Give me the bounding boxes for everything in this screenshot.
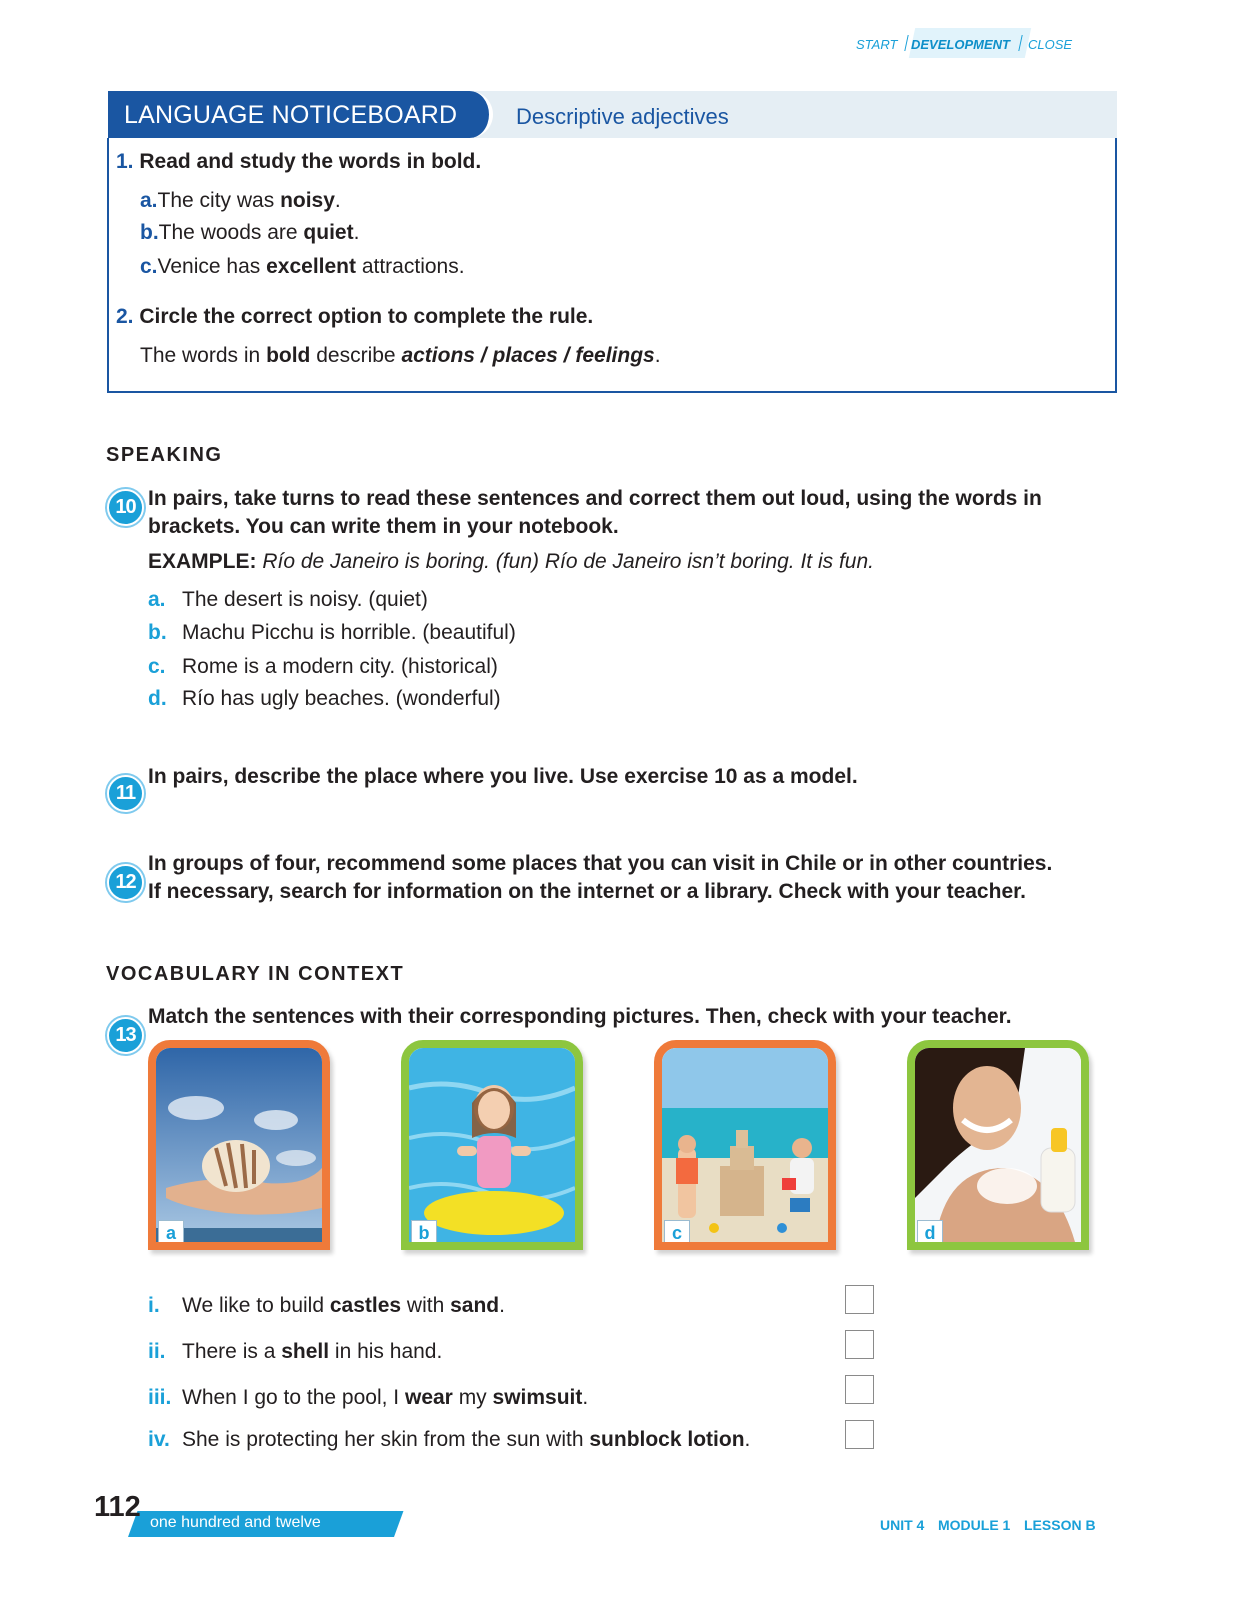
lesson-label: LESSON B <box>1024 1517 1096 1533</box>
matching-sentence: i. We like to build castles with sand. <box>148 1294 505 1317</box>
matching-sentence: iii. When I go to the pool, I wear my swimsuit. <box>148 1386 589 1409</box>
noticeboard-item-a: a.The city was noisy. <box>140 189 341 212</box>
matching-sentence: ii. There is a shell in his hand. <box>148 1340 443 1363</box>
exercise-10-example: EXAMPLE: Río de Janeiro is boring. (fun) Río de Janeiro isn’t boring. It is fun. <box>148 550 874 573</box>
sunblock-lotion-photo <box>907 1040 1089 1250</box>
answer-box[interactable] <box>845 1375 874 1404</box>
exercise-12-instruction: In groups of four, recommend some places that you can visit in Chile or in other countries. If necessary, search for information on the internet or a library. Check with your teacher. <box>148 852 1053 903</box>
noticeboard-subtitle: Descriptive adjectives <box>516 104 729 129</box>
matching-sentence: iv. She is protecting her skin from the sun with sunblock lotion. <box>148 1428 751 1451</box>
stage-navigation <box>856 28 1098 64</box>
noticeboard-rule: The words in bold describe actions / places / feelings. <box>140 344 661 367</box>
exercise-number-badge: 11 <box>107 775 144 812</box>
picture-label: d <box>917 1220 943 1246</box>
answer-box[interactable] <box>845 1285 874 1314</box>
unit-label: UNIT 4 <box>880 1517 925 1533</box>
stage-development: DEVELOPMENT <box>911 37 1010 52</box>
exercise-10-item: a. The desert is noisy. (quiet) <box>148 588 428 611</box>
noticeboard-item-b: b.The woods are quiet. <box>140 221 360 244</box>
module-label: MODULE 1 <box>938 1517 1011 1533</box>
exercise-10-instruction: In pairs, take turns to read these sentences and correct them out loud, using the words in brackets. You can write them in your notebook. <box>148 487 1042 538</box>
stage-close: CLOSE <box>1028 37 1073 52</box>
page-number-words: one hundred and twelve <box>150 1514 321 1531</box>
noticeboard-question-1: 1. Read and study the words in bold. <box>116 150 482 173</box>
shell-in-hand-photo <box>148 1040 330 1250</box>
exercise-10-item: b. Machu Picchu is horrible. (beautiful) <box>148 621 516 644</box>
noticeboard-title: LANGUAGE NOTICEBOARD <box>124 101 458 129</box>
answer-box[interactable] <box>845 1330 874 1359</box>
exercise-number-badge: 13 <box>107 1017 144 1054</box>
answer-box[interactable] <box>845 1420 874 1449</box>
section-heading-vocabulary: VOCABULARY IN CONTEXT <box>106 963 405 985</box>
picture-label: b <box>411 1220 437 1246</box>
exercise-10-item: c. Rome is a modern city. (historical) <box>148 655 498 678</box>
exercise-number-badge: 12 <box>107 864 144 901</box>
noticeboard-item-c: c.Venice has excellent attractions. <box>140 255 465 278</box>
sandcastle-photo <box>654 1040 836 1250</box>
picture-label: c <box>664 1220 690 1246</box>
noticeboard-question-2: 2. Circle the correct option to complete the rule. <box>116 305 594 328</box>
exercise-number-badge: 10 <box>107 489 144 526</box>
exercise-11-instruction: In pairs, describe the place where you live. Use exercise 10 as a model. <box>148 765 858 788</box>
section-heading-speaking: SPEAKING <box>106 444 223 466</box>
page-number: 112 <box>94 1491 141 1523</box>
stage-start: START <box>856 37 898 52</box>
exercise-10-item: d. Río has ugly beaches. (wonderful) <box>148 687 501 710</box>
girl-in-pool-photo <box>401 1040 583 1250</box>
exercise-13-instruction: Match the sentences with their corresponding pictures. Then, check with your teacher. <box>148 1005 1012 1028</box>
picture-label: a <box>158 1220 184 1246</box>
stage-divider <box>904 35 908 51</box>
